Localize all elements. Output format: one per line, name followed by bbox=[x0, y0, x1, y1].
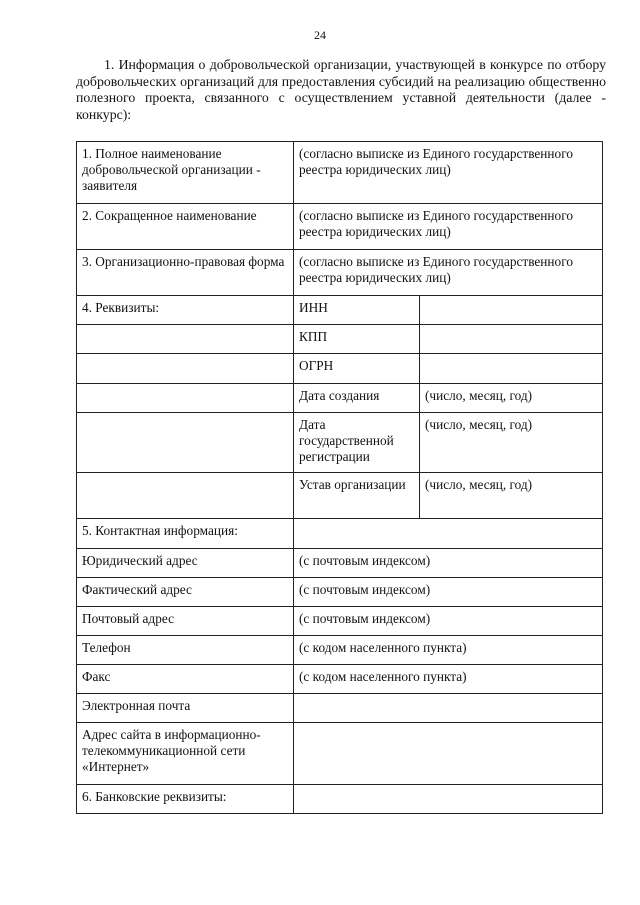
requisites-blank-cell bbox=[77, 413, 294, 473]
requisites-blank-cell bbox=[77, 384, 294, 413]
table-row bbox=[77, 607, 603, 636]
website-label: Адрес сайта в информационно-телекоммуникационной сети «Интернет» bbox=[77, 723, 294, 785]
contact-info-label: 5. Контактная информация: bbox=[77, 519, 294, 549]
inn-value[interactable] bbox=[420, 296, 603, 325]
creation-date-value[interactable]: (число, месяц, год) bbox=[420, 384, 603, 413]
registration-date-label: Дата государственной регистрации bbox=[294, 413, 420, 473]
bank-details-label: 6. Банковские реквизиты: bbox=[77, 785, 294, 814]
requisites-blank-cell bbox=[77, 473, 294, 519]
legal-form-label: 3. Организационно-правовая форма bbox=[77, 250, 294, 296]
phone-label: Телефон bbox=[77, 636, 294, 665]
page-number: 24 bbox=[314, 28, 326, 42]
inn-label: ИНН bbox=[294, 296, 420, 325]
requisites-blank-cell bbox=[77, 354, 294, 384]
short-name-label: 2. Сокращенное наименование bbox=[77, 204, 294, 250]
organization-info-table bbox=[76, 141, 603, 814]
table-row bbox=[77, 250, 603, 296]
kpp-value[interactable] bbox=[420, 325, 603, 354]
fax-value[interactable]: (с кодом населенного пункта) bbox=[294, 665, 603, 694]
actual-address-label: Фактический адрес bbox=[77, 578, 294, 607]
table-row bbox=[77, 473, 603, 519]
fax-label: Факс bbox=[77, 665, 294, 694]
table-row bbox=[77, 142, 603, 204]
table-row bbox=[77, 723, 603, 785]
charter-label: Устав организации bbox=[294, 473, 420, 519]
kpp-label: КПП bbox=[294, 325, 420, 354]
email-value[interactable] bbox=[294, 694, 603, 723]
table-row bbox=[77, 354, 603, 384]
website-value[interactable] bbox=[294, 723, 603, 785]
ogrn-label: ОГРН bbox=[294, 354, 420, 384]
full-name-label: 1. Полное наименование добровольческой организации - заявителя bbox=[77, 142, 294, 204]
registration-date-value[interactable]: (число, месяц, год) bbox=[420, 413, 603, 473]
actual-address-value[interactable]: (с почтовым индексом) bbox=[294, 578, 603, 607]
short-name-value[interactable]: (согласно выписке из Единого государственного реестра юридических лиц) bbox=[294, 204, 603, 250]
ogrn-value[interactable] bbox=[420, 354, 603, 384]
table-row bbox=[77, 549, 603, 578]
legal-form-value[interactable]: (согласно выписке из Единого государственного реестра юридических лиц) bbox=[294, 250, 603, 296]
full-name-value[interactable]: (согласно выписке из Единого государственного реестра юридических лиц) bbox=[294, 142, 603, 204]
bank-details-value[interactable] bbox=[294, 785, 603, 814]
phone-value[interactable]: (с кодом населенного пункта) bbox=[294, 636, 603, 665]
requisites-blank-cell bbox=[77, 325, 294, 354]
table-row bbox=[77, 413, 603, 473]
table-row bbox=[77, 665, 603, 694]
table-row bbox=[77, 325, 603, 354]
intro-paragraph: 1. Информация о добровольческой организации, участвующей в конкурсе по отбору добровольческих организаций для предоставления субсидий на реализацию общественно полезного проекта, связанного с осуществлением уставной деятельности (далее - конкурс): bbox=[76, 57, 606, 122]
table-row bbox=[77, 296, 603, 325]
postal-address-label: Почтовый адрес bbox=[77, 607, 294, 636]
postal-address-value[interactable]: (с почтовым индексом) bbox=[294, 607, 603, 636]
charter-value[interactable]: (число, месяц, год) bbox=[420, 473, 603, 519]
table-row bbox=[77, 204, 603, 250]
table-row bbox=[77, 785, 603, 814]
legal-address-label: Юридический адрес bbox=[77, 549, 294, 578]
requisites-label: 4. Реквизиты: bbox=[77, 296, 294, 325]
table-row bbox=[77, 519, 603, 549]
table-row bbox=[77, 384, 603, 413]
legal-address-value[interactable]: (с почтовым индексом) bbox=[294, 549, 603, 578]
table-row bbox=[77, 694, 603, 723]
email-label: Электронная почта bbox=[77, 694, 294, 723]
creation-date-label: Дата создания bbox=[294, 384, 420, 413]
table-row bbox=[77, 578, 603, 607]
contact-info-value[interactable] bbox=[294, 519, 603, 549]
table-row bbox=[77, 636, 603, 665]
